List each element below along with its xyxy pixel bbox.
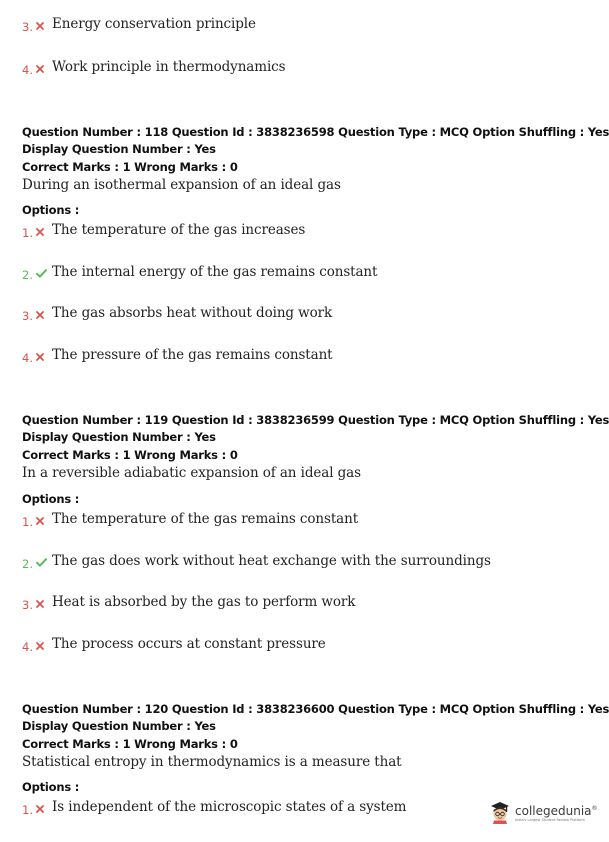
- option-number: 4.: [22, 640, 33, 654]
- option-item: [22, 509, 358, 529]
- option-number: 3.: [22, 598, 33, 612]
- option-text: Is independent of the microscopic states of a system: [52, 799, 407, 815]
- option-number: 1.: [22, 226, 33, 240]
- option-text: The gas does work without heat exchange with the surroundings: [52, 553, 491, 569]
- option-text: Work principle in thermodynamics: [52, 59, 286, 75]
- option-item: [22, 262, 377, 282]
- logo-tagline: India's Largest Student Review Platform: [515, 818, 585, 823]
- option-text: The temperature of the gas remains constant: [52, 511, 359, 527]
- option-number: 1.: [22, 803, 33, 817]
- collegedunia-logo: [489, 800, 598, 828]
- option-item: [22, 797, 406, 817]
- question-header: Question Number : 120 Question Id : 3838236600 Question Type : MCQ Option Shuffling : Yes: [22, 702, 609, 716]
- option-number: 3.: [22, 20, 33, 34]
- option-item: [22, 57, 285, 77]
- option-text: The internal energy of the gas remains constant: [52, 264, 378, 280]
- question-text: Statistical entropy in thermodynamics is a measure that: [22, 754, 402, 770]
- marks-info: Correct Marks : 1 Wrong Marks : 0: [22, 448, 238, 462]
- cross-icon: [36, 65, 48, 73]
- option-number: 1.: [22, 515, 33, 529]
- question-text: In a reversible adiabatic expansion of an ideal gas: [22, 465, 361, 481]
- display-question-number: Display Question Number : Yes: [22, 142, 216, 156]
- cross-icon: [36, 22, 48, 30]
- cross-icon: [36, 311, 48, 319]
- question-text: During an isothermal expansion of an ideal gas: [22, 177, 341, 193]
- cross-icon: [36, 353, 48, 361]
- option-item: [22, 345, 333, 365]
- option-text: Energy conservation principle: [52, 16, 256, 32]
- option-number: 2.: [22, 268, 33, 282]
- option-text: The process occurs at constant pressure: [52, 636, 326, 652]
- cross-icon: [36, 517, 48, 525]
- option-text: The gas absorbs heat without doing work: [52, 305, 333, 321]
- marks-info: Correct Marks : 1 Wrong Marks : 0: [22, 737, 238, 751]
- option-number: 3.: [22, 309, 33, 323]
- cross-icon: [36, 228, 48, 236]
- logo-name: collegedunia: [515, 804, 592, 819]
- question-header: Question Number : 118 Question Id : 3838236598 Question Type : MCQ Option Shuffling : Yes: [22, 125, 609, 139]
- cross-icon: [36, 642, 48, 650]
- option-number: 4.: [22, 351, 33, 365]
- options-label: Options :: [22, 203, 80, 217]
- option-item: [22, 14, 256, 34]
- option-text: Heat is absorbed by the gas to perform work: [52, 594, 356, 610]
- cross-icon: [36, 805, 48, 813]
- option-number: 4.: [22, 63, 33, 77]
- option-number: 2.: [22, 557, 33, 571]
- question-header: Question Number : 119 Question Id : 3838236599 Question Type : MCQ Option Shuffling : Yes: [22, 413, 609, 427]
- option-text: The pressure of the gas remains constant: [52, 347, 333, 363]
- options-label: Options :: [22, 780, 80, 794]
- option-item: [22, 592, 355, 612]
- display-question-number: Display Question Number : Yes: [22, 719, 216, 733]
- option-item: [22, 634, 326, 654]
- check-icon: [36, 269, 48, 278]
- display-question-number: Display Question Number : Yes: [22, 430, 216, 444]
- option-item: [22, 220, 305, 240]
- marks-info: Correct Marks : 1 Wrong Marks : 0: [22, 160, 238, 174]
- option-item: [22, 303, 332, 323]
- option-item: [22, 551, 491, 571]
- check-icon: [36, 558, 48, 567]
- cross-icon: [36, 600, 48, 608]
- logo-trademark: ®: [591, 805, 598, 813]
- options-label: Options :: [22, 492, 80, 506]
- graduate-mascot-icon: [489, 800, 511, 828]
- option-text: The temperature of the gas increases: [52, 222, 306, 238]
